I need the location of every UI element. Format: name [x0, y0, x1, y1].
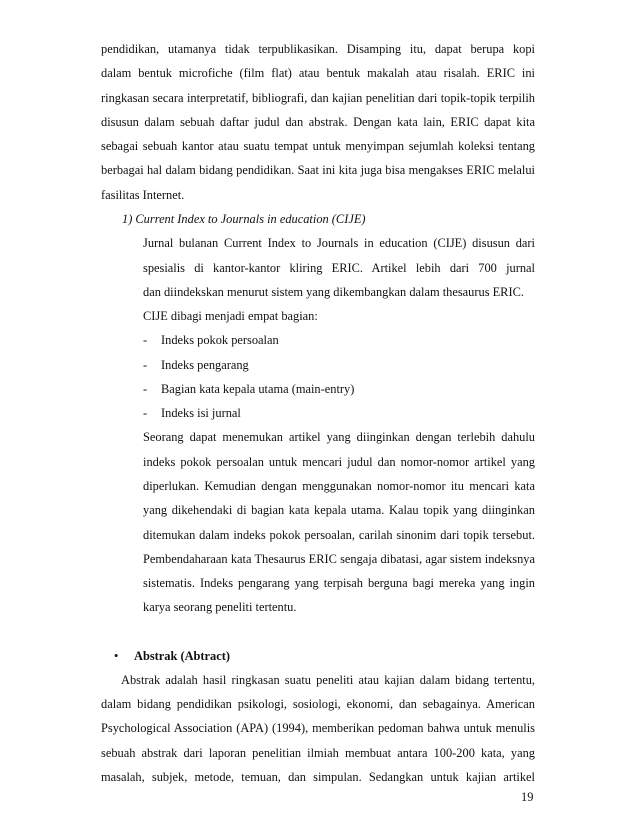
- cije-paragraph2-line: Pembendaharaan kata Thesaurus ERIC sengaja dibatasi, agar sistem indeksnya: [143, 551, 535, 566]
- list-dash: -: [143, 357, 148, 372]
- cije-paragraph-line: Jurnal bulanan Current Index to Journals in education (CIJE) disusun dari: [143, 236, 535, 251]
- abstract-line: dalam bidang pendidikan psikologi, sosiologi, ekonomi, dan sebagainya. American: [101, 697, 535, 712]
- paragraph-line: pendidikan, utamanya tidak terpublikasikan. Disamping itu, dapat berupa kopi: [101, 42, 535, 56]
- list-dash: -: [143, 406, 148, 421]
- subheading-cije: 1) Current Index to Journals in education (CIJE): [122, 211, 366, 226]
- abstract-line: Psychological Association (APA) (1994), memberikan pedoman bahwa untuk menulis: [101, 721, 535, 736]
- abstract-line: masalah, subjek, metode, temuan, dan simpulan. Sedangkan untuk kajian artikel: [101, 770, 535, 784]
- paragraph-line: ringkasan secara interpretatif, bibliografi, dan kajian penelitian dari topik-topik terpilih: [101, 90, 535, 105]
- cije-paragraph2-line: yang dikehendaki di bagian kata kepala utama. Kalau topik yang diinginkan: [143, 503, 535, 518]
- abstract-line: Abstrak adalah hasil ringkasan suatu peneliti atau kajian dalam bidang tertentu,: [121, 672, 535, 687]
- cije-divided-line: CIJE dibagi menjadi empat bagian:: [143, 309, 318, 323]
- list-item: Indeks pokok persoalan: [161, 333, 279, 348]
- abstract-line: sebuah abstrak dari laporan penelitian ilmiah membuat antara 100-200 kata, yang: [101, 745, 535, 760]
- cije-paragraph2-line: diperlukan. Kemudian dengan menggunakan nomor-nomor itu mencari kata: [143, 479, 535, 493]
- bullet-icon: •: [114, 648, 119, 663]
- list-item: Indeks isi jurnal: [161, 406, 241, 421]
- paragraph-line: sebagai sebuah kantor atau suatu tempat untuk menyimpan sejumlah koleksi tentang: [101, 139, 535, 154]
- list-dash: -: [143, 381, 148, 396]
- list-dash: -: [143, 333, 148, 348]
- list-item: Indeks pengarang: [161, 357, 249, 372]
- abstract-heading: Abstrak (Abtract): [134, 648, 231, 663]
- cije-paragraph-line: spesialis di kantor-kantor kliring ERIC. Artikel lebih dari 700 jurnal: [143, 260, 535, 275]
- cije-paragraph2-line: sistematis. Indeks pengarang yang terpisah berguna bagi mereka yang ingin: [143, 576, 535, 591]
- cije-paragraph2-line: karya seorang peneliti tertentu.: [143, 600, 297, 615]
- page-number: 19: [521, 790, 534, 804]
- list-item: Bagian kata kepala utama (main-entry): [161, 381, 355, 396]
- paragraph-line: dalam bentuk microfiche (film flat) atau bentuk makalah atau risalah. ERIC ini: [101, 66, 535, 81]
- cije-paragraph2-line: ditemukan dalam indeks pokok persoalan, carilah sinonim dari topik tersebut.: [143, 527, 535, 542]
- paragraph-line: disusun dalam sebuah daftar judul dan abstrak. Dengan kata lain, ERIC dapat kita: [101, 114, 535, 129]
- paragraph-line: berbagai hal dalam bidang pendidikan. Saat ini kita juga bisa mengakses ERIC melalui: [101, 163, 535, 178]
- cije-paragraph2-line: indeks pokok persoalan untuk mencari judul dan nomor-nomor artikel yang: [143, 454, 535, 469]
- paragraph-line: fasilitas Internet.: [101, 187, 185, 202]
- cije-paragraph-line: dan diindekskan menurut sistem yang dikembangkan dalam thesaurus ERIC.: [143, 284, 524, 299]
- cije-paragraph2-line: Seorang dapat menemukan artikel yang diinginkan dengan terlebih dahulu: [143, 430, 535, 445]
